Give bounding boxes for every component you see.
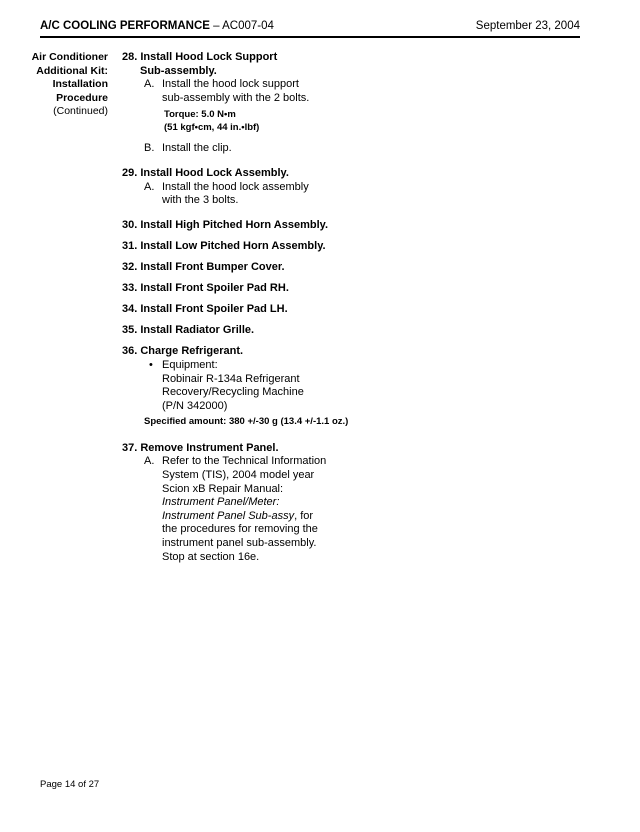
step-37-title <box>122 442 452 456</box>
step-37 <box>122 442 452 564</box>
step-28-b-letter: B. <box>144 142 155 155</box>
step-28-number: 28. <box>122 51 138 63</box>
step-35 <box>122 324 452 338</box>
step-37-line3: Scion xB Repair Manual: <box>162 482 284 495</box>
step-29-title-text: Install Hood Lock Assembly. <box>140 166 289 179</box>
step-37-line8: Stop at section 16e. <box>162 550 260 563</box>
step-28-title-line1: Install Hood Lock Support <box>140 51 278 63</box>
step-28-substep-a <box>122 78 452 105</box>
section-sidebar <box>20 51 108 119</box>
step-29-a-letter: A. <box>144 180 155 193</box>
equipment-bullet <box>122 359 452 413</box>
sidebar-line-3: Installation <box>52 78 108 91</box>
step-37-line6: the procedures for removing the <box>162 523 318 536</box>
step-35-number: 35. <box>122 324 138 337</box>
step-28-a-line1: Install the hood lock support <box>162 78 299 91</box>
step-28-a-line2: sub-assembly with the 2 bolts. <box>162 91 310 104</box>
sidebar-line-2: Additional Kit: <box>36 64 108 77</box>
step-31 <box>122 240 452 254</box>
sidebar-line-4: Procedure <box>56 91 108 104</box>
document-title-bold: A/C COOLING PERFORMANCE <box>40 20 210 32</box>
step-32-number: 32. <box>122 260 138 273</box>
step-37-line1: Refer to the Technical Information <box>162 455 327 468</box>
torque-line1: Torque: 5.0 N•m <box>164 109 236 121</box>
equipment-line2: Recovery/Recycling Machine <box>162 386 304 399</box>
step-37-line5 <box>162 510 452 524</box>
step-37-substep-a <box>122 455 452 564</box>
page-header <box>40 20 580 38</box>
step-34-number: 34. <box>122 303 138 316</box>
step-30-number: 30. <box>122 218 138 231</box>
torque-line2: (51 kgf•cm, 44 in.•lbf) <box>164 122 260 134</box>
step-32-title: Install Front Bumper Cover. <box>140 260 285 273</box>
step-29-a-line1: Install the hood lock assembly <box>162 180 309 193</box>
document-title <box>40 20 274 32</box>
specified-amount: Specified amount: 380 +/-30 g (13.4 +/-1.1 oz.) <box>144 416 349 428</box>
step-37-manual-subref: Instrument Panel Sub-assy <box>162 509 295 522</box>
bullet-icon: • <box>149 358 153 371</box>
step-33 <box>122 282 452 296</box>
equipment-line3: (P/N 342000) <box>162 399 228 412</box>
step-29-title <box>122 167 452 181</box>
step-36-number: 36. <box>122 345 138 358</box>
step-37-number: 37. <box>122 441 138 454</box>
step-29-a-line2: with the 3 bolts. <box>162 194 239 207</box>
torque-spec <box>122 108 452 134</box>
equipment-line1: Robinair R-134a Refrigerant <box>162 372 300 385</box>
step-36-title <box>122 345 452 359</box>
step-34 <box>122 303 452 317</box>
step-37-title-text: Remove Instrument Panel. <box>140 441 279 454</box>
step-28-b-line1: Install the clip. <box>162 142 232 155</box>
step-37-line7: instrument panel sub-assembly. <box>162 537 317 550</box>
step-28-substep-b <box>122 142 452 156</box>
equipment-label: Equipment: <box>162 358 218 371</box>
document-date: September 23, 2004 <box>475 20 580 32</box>
step-36-title-text: Charge Refrigerant. <box>140 345 244 358</box>
step-37-a-letter: A. <box>144 455 155 468</box>
step-29-substep-a <box>122 181 452 208</box>
step-37-manual-ref: Instrument Panel/Meter: <box>162 496 280 509</box>
step-32 <box>122 261 452 275</box>
step-31-title: Install Low Pitched Horn Assembly. <box>140 239 326 252</box>
step-28-title-line2: Sub-assembly. <box>140 64 217 77</box>
step-28 <box>122 51 452 156</box>
step-29-number: 29. <box>122 166 138 179</box>
step-28-a-letter: A. <box>144 78 155 91</box>
step-30 <box>122 219 452 233</box>
sidebar-line-5: (Continued) <box>53 105 108 118</box>
sidebar-line-1: Air Conditioner <box>31 51 108 63</box>
step-36 <box>122 345 452 429</box>
step-35-title: Install Radiator Grille. <box>140 324 255 337</box>
step-31-number: 31. <box>122 239 138 252</box>
step-37-line5-rest: , for <box>294 509 314 522</box>
step-28-title <box>122 51 452 78</box>
step-30-title: Install High Pitched Horn Assembly. <box>140 218 329 231</box>
step-37-line2: System (TIS), 2004 model year <box>162 469 315 482</box>
step-29 <box>122 167 452 208</box>
step-33-number: 33. <box>122 282 138 295</box>
document-code: – AC007-04 <box>209 20 274 32</box>
page-number: Page 14 of 27 <box>40 779 100 790</box>
step-33-title: Install Front Spoiler Pad RH. <box>140 282 289 295</box>
procedure-content <box>122 51 452 564</box>
step-34-title: Install Front Spoiler Pad LH. <box>140 303 288 316</box>
